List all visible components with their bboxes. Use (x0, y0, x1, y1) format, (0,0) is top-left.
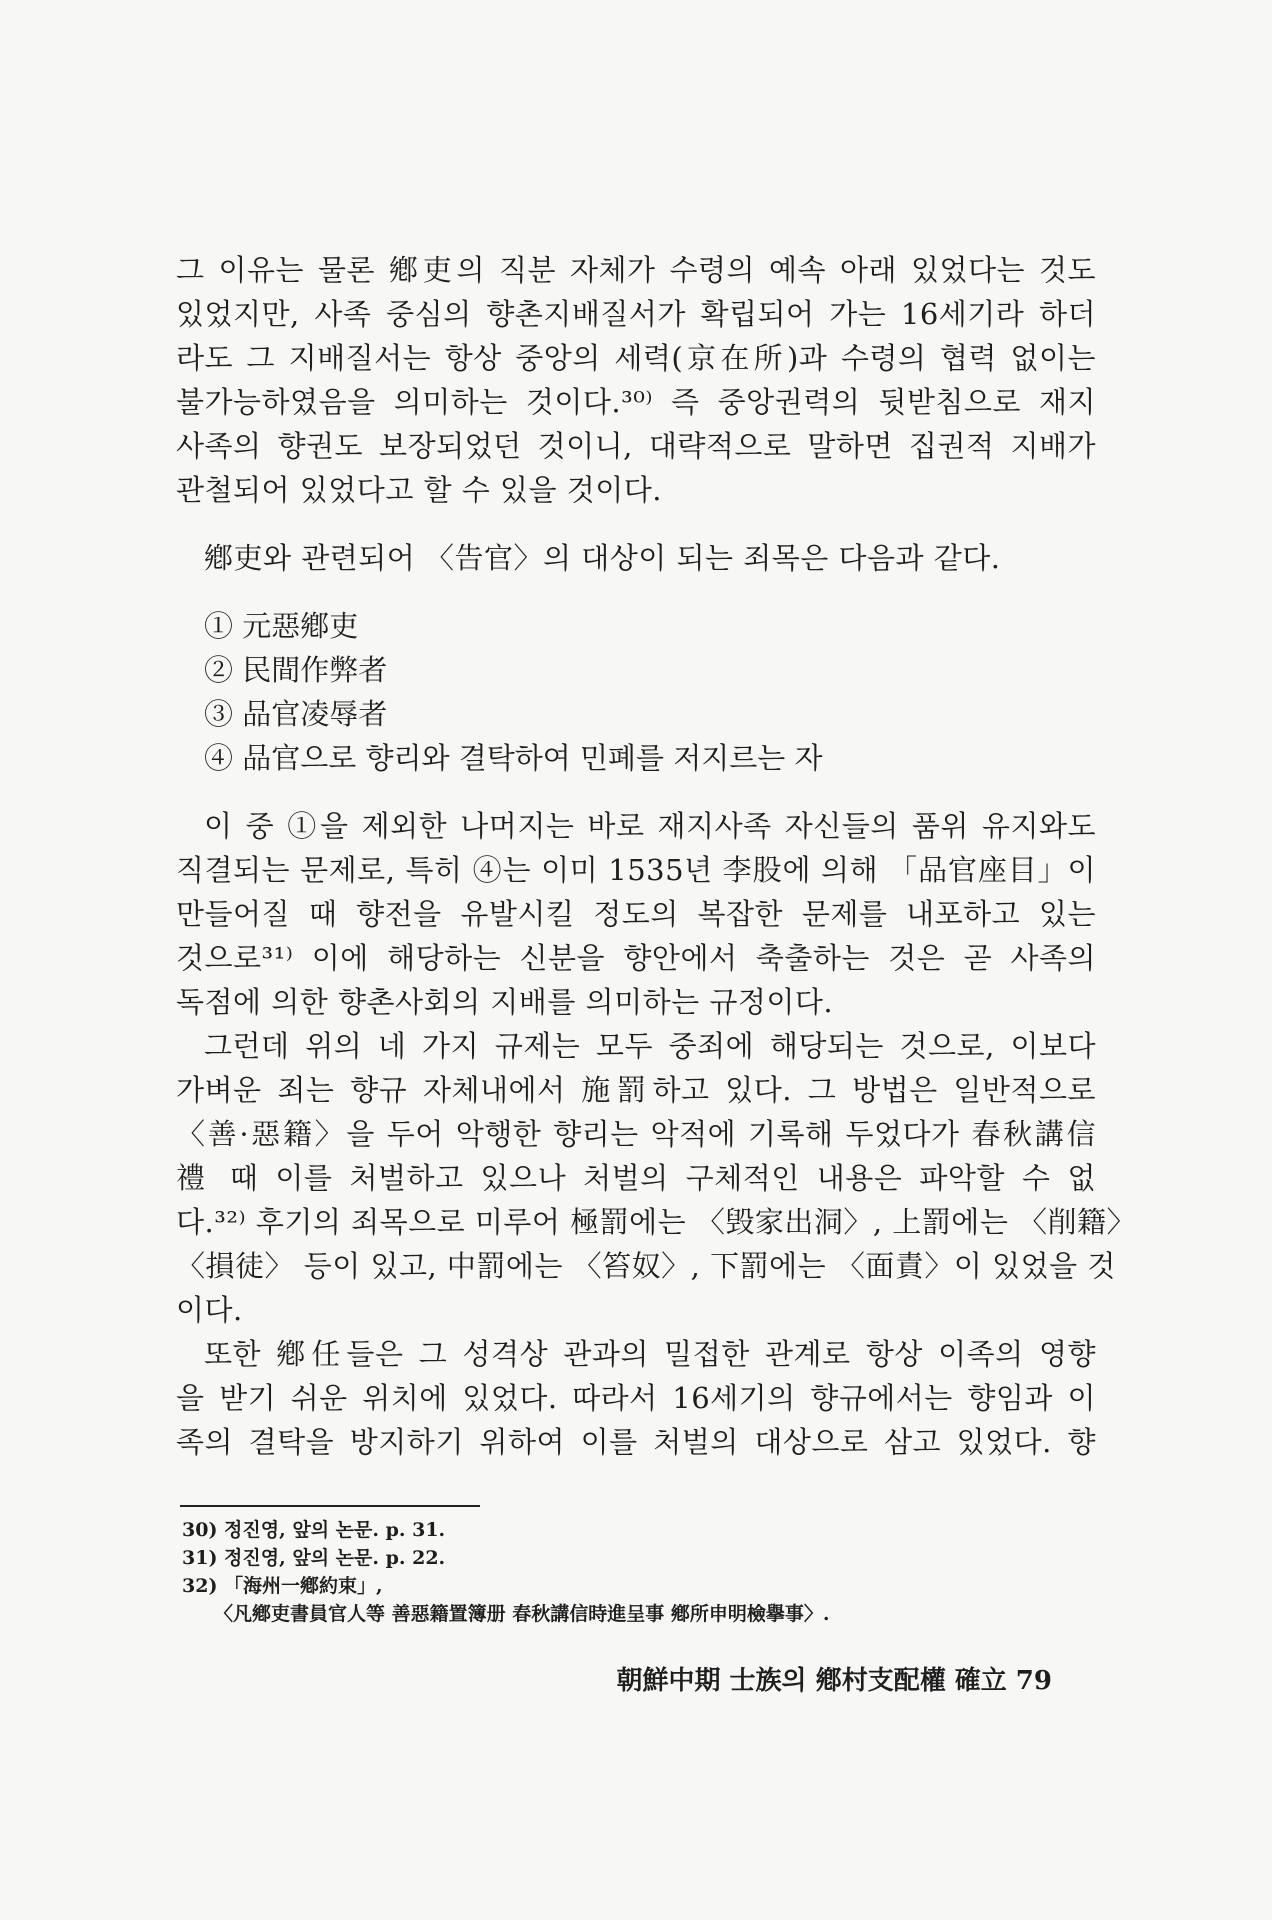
paragraph-3 (176, 1024, 1137, 1332)
text-line: 사족의 향권도 보장되었던 것이니, 대략적으로 말하면 집권적 지배가 (176, 429, 1096, 463)
intro-line: 鄕吏와 관련되어 〈告官〉의 대상이 되는 죄목은 다음과 같다. (204, 541, 1001, 575)
paragraph-2 (176, 804, 1096, 1024)
text-line: 〈善·惡籍〉을 두어 악행한 향리는 악적에 기록해 두었다가 春秋講信 (176, 1117, 1096, 1151)
footnote-31: 31) 정진영, 앞의 논문. p. 22. (182, 1547, 446, 1569)
text-line: 또한 鄕任들은 그 성격상 관과의 밀접한 관계로 항상 이족의 영향 (204, 1337, 1096, 1371)
paragraph-1 (176, 248, 1096, 512)
text-line: 있었지만, 사족 중심의 향촌지배질서가 확립되어 가는 16세기라 하더 (176, 297, 1096, 331)
text-line: 이 중 ①을 제외한 나머지는 바로 재지사족 자신들의 품위 유지와도 (204, 809, 1096, 843)
list-item: ② 民間作弊者 (204, 653, 388, 687)
text-line: 불가능하였음을 의미하는 것이다.³⁰⁾ 즉 중앙권력의 뒷받침으로 재지 (176, 385, 1096, 419)
footnotes (182, 1516, 1082, 1628)
text-line: 관철되어 있었다고 할 수 있을 것이다. (176, 473, 663, 507)
footnote-divider (180, 1505, 480, 1507)
text-line: 그런데 위의 네 가지 규제는 모두 중죄에 해당되는 것으로, 이보다 (204, 1029, 1096, 1063)
text-line: 이다. (176, 1293, 243, 1327)
paragraph-4 (176, 1332, 1096, 1464)
list-item: ④ 品官으로 향리와 결탁하여 민폐를 저지르는 자 (204, 741, 823, 775)
text-line: 을 받기 쉬운 위치에 있었다. 따라서 16세기의 향규에서는 향임과 이 (176, 1381, 1096, 1415)
text-line: 라도 그 지배질서는 항상 중앙의 세력(京在所)과 수령의 협력 없이는 (176, 341, 1096, 375)
running-footer: 朝鮮中期 士族의 鄕村支配權 確立 79 (616, 1666, 1052, 1696)
footnote-30: 30) 정진영, 앞의 논문. p. 31. (182, 1519, 446, 1541)
text-line: 가벼운 죄는 향규 자체내에서 施罰하고 있다. 그 방법은 일반적으로 (176, 1073, 1096, 1107)
offense-list (176, 604, 1096, 780)
list-item: ① 元惡鄕吏 (204, 609, 359, 643)
text-line: 것으로³¹⁾ 이에 해당하는 신분을 향안에서 축출하는 것은 곧 사족의 (176, 941, 1096, 975)
footnote-32-continuation: 〈凡鄕吏書員官人等 善惡籍置簿册 春秋講信時進呈事 鄕所申明檢擧事〉. (214, 1603, 830, 1625)
text-line: 禮 때 이를 처벌하고 있으나 처벌의 구체적인 내용은 파악할 수 없 (176, 1161, 1096, 1195)
text-line: 그 이유는 물론 鄕吏의 직분 자체가 수령의 예속 아래 있었다는 것도 (176, 253, 1096, 287)
text-line: 만들어질 때 향전을 유발시킬 정도의 복잡한 문제를 내포하고 있는 (176, 897, 1096, 931)
text-line: 족의 결탁을 방지하기 위하여 이를 처벌의 대상으로 삼고 있었다. 향 (176, 1425, 1096, 1459)
body-text (176, 248, 1137, 1464)
text-line: 다.³²⁾ 후기의 죄목으로 미루어 極罰에는 〈毁家出洞〉, 上罰에는 〈削籍〉 (176, 1205, 1137, 1239)
list-item: ③ 品官凌辱者 (204, 697, 388, 731)
footnote-32: 32) 「海州一鄕約束」, (182, 1575, 383, 1597)
text-line: 〈損徒〉 등이 있고, 中罰에는 〈笞奴〉, 下罰에는 〈面責〉이 있었을 것 (176, 1249, 1116, 1283)
text-line: 독점에 의한 향촌사회의 지배를 의미하는 규정이다. (176, 985, 834, 1019)
text-line: 직결되는 문제로, 특히 ④는 이미 1535년 李股에 의해 「品官座目」이 (176, 853, 1096, 887)
